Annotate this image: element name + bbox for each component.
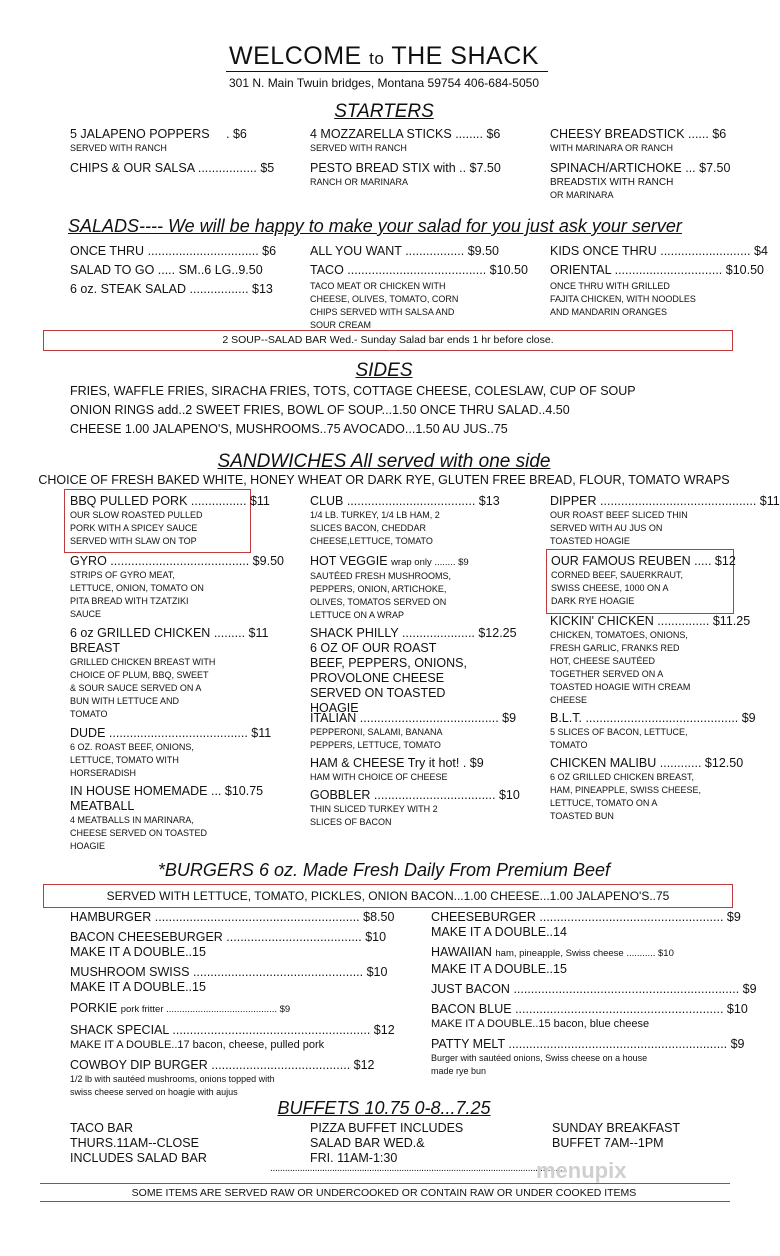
burger-bacon-blue: BACON BLUE ............................................................ $10 bbox=[431, 1002, 748, 1016]
sandwich-ham-cheese: HAM & CHEESE Try it hot! . $9 HAM WITH CHOICE OF CHEESE bbox=[310, 756, 484, 782]
sandwich-dipper: DIPPER ............................................. $11 OUR ROAST BEEF SLICED THIN SERVED WITH AU JUS ON TOASTED HOAGIE bbox=[550, 494, 780, 546]
burgers-right-column: CHEESEBURGER ..................................................... $9 MAKE IT A DOUBLE..14 HAWAIIAN ham, pineapple, Swiss cheese ........... $10 MAKE IT A DOUBLE..15 JUST BACON ................................................................. $9 BACON BLUE ............................................................ $10 MAKE IT A DOUBLE..15 bacon, blue cheese PATTY MELT ............................................................... $9 Burger with sautéed onions, Swiss cheese on a house made rye bun bbox=[431, 910, 757, 1076]
sandwich-blt: B.L.T. ............................................ $9 5 SLICES OF BACON, LETTUCE, TOMATO bbox=[550, 711, 756, 750]
burgers-heading: *BURGERS 6 oz. Made Fresh Daily From Premium Beef bbox=[157, 860, 611, 880]
salad-middle-column: ALL YOU WANT ................. $9.50 TACO ........................................ $10.50 TACO MEAT OR CHICKEN WITH CHEESE, OLIVES, TOMATO, CORN CHIPS SERVED WITH SALSA AND SOUR CREAM bbox=[310, 242, 530, 332]
burger-hawaiian: HAWAIIAN ham, pineapple, Swiss cheese ........... $10 bbox=[431, 945, 674, 959]
bread-choice: CHOICE OF FRESH BAKED WHITE, HONEY WHEAT OR DARK RYE, GLUTEN FREE BREAD, FLOUR, TOMATO WRAPS bbox=[38, 473, 730, 487]
starter-cheesy-breadstick: CHEESY BREADSTICK ...... $6 WITH MARINARA OR RANCH bbox=[550, 127, 727, 153]
buffet-taco-bar: TACO BAR THURS.11AM--CLOSE INCLUDES SALAD BAR bbox=[70, 1121, 207, 1165]
soup-salad-bar-box: 2 SOUP--SALAD BAR Wed.- Sunday Salad bar ends 1 hr before close. bbox=[43, 330, 733, 351]
burger-just-bacon: JUST BACON ................................................................. $9 bbox=[431, 982, 757, 996]
burger-porkie: PORKIE pork fritter .......................................... $9 bbox=[70, 1001, 291, 1015]
burger-shack-special: SHACK SPECIAL ......................................................... $12 bbox=[70, 1023, 395, 1037]
starter-poppers: 5 JALAPENO POPPERS . $6 SERVED WITH RANCH bbox=[70, 127, 247, 153]
burger-cowboy-dip: COWBOY DIP BURGER ........................................ $12 bbox=[70, 1058, 375, 1072]
sandwiches-heading: SANDWICHES All served with one side bbox=[217, 451, 551, 472]
footer-rule-bottom bbox=[40, 1201, 730, 1202]
address: 301 N. Main Twuin bridges, Montana 59754 406-684-5050 bbox=[229, 76, 539, 90]
sandwich-dude: DUDE ........................................ $11 6 OZ. ROAST BEEF, ONIONS, LETTUCE, TOMATO WITH HORSERADISH bbox=[70, 726, 272, 778]
starter-chips-salsa: CHIPS & OUR SALSA ................. $5 bbox=[70, 161, 275, 175]
title-underline bbox=[226, 71, 548, 72]
footer-warning: SOME ITEMS ARE SERVED RAW OR UNDERCOOKED OR CONTAIN RAW OR UNDER COOKED ITEMS bbox=[131, 1187, 637, 1199]
buffet-sunday-breakfast: SUNDAY BREAKFAST BUFFET 7AM--1PM bbox=[552, 1121, 681, 1150]
salad-kids-once-thru: KIDS ONCE THRU .......................... $4 bbox=[550, 244, 768, 258]
salad-once-thru: ONCE THRU ................................ $6 bbox=[70, 244, 277, 258]
sandwich-gyro: GYRO ........................................ $9.50 STRIPS OF GYRO MEAT, LETTUCE, ONION, TOMATO ON PITA BREAD WITH TZATZIKI SAUCE bbox=[70, 554, 284, 619]
sandwich-shack-philly: SHACK PHILLY ..................... $12.25 6 OZ OF OUR ROAST BEEF, PEPPERS, ONIONS, PROVOLONE CHEESE SERVED ON TOASTED HOAGIE bbox=[310, 626, 517, 715]
salads-heading: SALADS---- We will be happy to make your salad for you just ask your server bbox=[68, 216, 682, 236]
starter-spinach-artichoke: SPINACH/ARTICHOKE ... $7.50 BREADSTIX WITH RANCH OR MARINARA bbox=[550, 161, 731, 200]
burger-mushroom-swiss: MUSHROOM SWISS ................................................. $10 bbox=[70, 965, 388, 979]
salad-taco: TACO ........................................ $10.50 bbox=[310, 263, 528, 277]
salad-right-column: KIDS ONCE THRU .......................... $4 ORIENTAL ............................... $10.50 ONCE THRU WITH GRILLED FAJITA CHICKEN, WITH NOODLES AND MANDARIN ORANGES bbox=[550, 244, 768, 317]
sandwich-meatball: IN HOUSE HOMEMADE ... $10.75 MEATBALL 4 MEATBALLS IN MARINARA, CHEESE SERVED ON TOASTED HOAGIE bbox=[70, 784, 264, 851]
burger-cheeseburger: CHEESEBURGER ..................................................... $9 bbox=[431, 910, 741, 924]
starter-mozzarella: 4 MOZZARELLA STICKS ........ $6 SERVED WITH RANCH bbox=[310, 127, 501, 153]
starter-pesto-bread: PESTO BREAD STIX with .. $7.50 RANCH OR MARINARA bbox=[310, 161, 501, 187]
sandwich-club: CLUB ..................................... $13 1/4 LB. TURKEY, 1/4 LB HAM, 2 SLICES BACON, CHEDDAR CHEESE,LETTUCE, TOMATO bbox=[310, 494, 500, 546]
sides-heading: SIDES bbox=[355, 360, 413, 381]
watermark-logo: menupix bbox=[536, 1158, 627, 1183]
page-title: WELCOME to THE SHACK bbox=[229, 42, 539, 70]
salad-to-go: SALAD TO GO ..... SM..6 LG..9.50 bbox=[70, 263, 263, 277]
footer-dotted-line: ...................................................................................................................... bbox=[270, 1163, 563, 1174]
sandwich-gobbler: GOBBLER ................................... $10 THIN SLICED TURKEY WITH 2 SLICES OF BACON bbox=[310, 788, 520, 827]
burger-bacon-cheeseburger: BACON CHEESEBURGER ....................................... $10 bbox=[70, 930, 387, 944]
sides-list: FRIES, WAFFLE FRIES, SIRACHA FRIES, TOTS, COTTAGE CHEESE, COLESLAW, CUP OF SOUP ONION RINGS add..2 SWEET FRIES, BOWL OF SOUP...1.50 ONCE THRU SALAD..4.50 CHEESE 1.00 JALAPENO'S, MUSHROOMS..75 AVOCADO...1.50 AU JUS..75 bbox=[70, 384, 636, 436]
sandwich-reuben: OUR FAMOUS REUBEN ..... $12 CORNED BEEF, SAUERKRAUT, SWISS CHEESE, 1000 ON A DARK RYE HOAGIE bbox=[551, 554, 736, 606]
sandwich-bbq-pulled-pork: BBQ PULLED PORK ................ $11 OUR SLOW ROASTED PULLED PORK WITH A SPICEY SAUCE SERVED WITH SLAW ON TOP bbox=[70, 494, 270, 546]
salad-all-you-want: ALL YOU WANT ................. $9.50 bbox=[310, 244, 499, 258]
salad-left-column bbox=[70, 242, 290, 299]
burgers-left-column: HAMBURGER ........................................................... $8.50 BACON CHEESEBURGER ....................................... $10 MAKE IT A DOUBLE..15 MUSHROOM SWISS ................................................. $10 MAKE IT A DOUBLE..15 PORKIE pork fritter .......................................... $9 SHACK SPECIAL ......................................................... $12 MAKE IT A DOUBLE..17 bacon, cheese, pulled pork COWBOY DIP BURGER ........................................ $12 1/2 lb with sautéed mushrooms, onions topped with swiss cheese served on hoagie with aujus bbox=[70, 910, 395, 1097]
sandwich-italian: ITALIAN ........................................ $9 PEPPERONI, SALAMI, BANANA PEPPERS, LETTUCE, TOMATO bbox=[310, 711, 517, 750]
sandwich-hot-veggie: HOT VEGGIE wrap only ........ $9 SAUTÉED FRESH MUSHROOMS, PEPPERS, ONION, ARTICHOKE, OLIVES, TOMATOS SERVED ON LETTUCE ON A WRAP bbox=[310, 554, 469, 620]
sandwich-grilled-chicken: 6 oz GRILLED CHICKEN ......... $11 BREAST GRILLED CHICKEN BREAST WITH CHOICE OF PLUM, BBQ, SWEET & SOUR SAUCE SERVED ON A BUN WITH LETTUCE AND TOMATO bbox=[70, 626, 269, 719]
burger-hamburger: HAMBURGER ........................................................... $8.50 bbox=[70, 910, 395, 924]
sandwich-chicken-malibu: CHICKEN MALIBU ............ $12.50 6 OZ GRILLED CHICKEN BREAST, HAM, PINEAPPLE, SWISS CHEESE, LETTUCE, TOMATO ON A TOASTED BUN bbox=[550, 756, 744, 821]
buffets-heading: BUFFETS 10.75 0-8...7.25 bbox=[277, 1098, 491, 1118]
burger-toppings-box: SERVED WITH LETTUCE, TOMATO, PICKLES, ONION BACON...1.00 CHEESE...1.00 JALAPENO'S..75 bbox=[43, 884, 733, 908]
burger-patty-melt: PATTY MELT ............................................................... $9 bbox=[431, 1037, 745, 1051]
footer-rule-top bbox=[40, 1183, 730, 1184]
starters-heading: STARTERS bbox=[334, 101, 434, 122]
salad-steak: 6 oz. STEAK SALAD ................. $13 bbox=[70, 282, 273, 296]
buffet-pizza: PIZZA BUFFET INCLUDES SALAD BAR WED.& FRI. 11AM-1:30 bbox=[310, 1121, 464, 1165]
sandwich-kickin-chicken: KICKIN' CHICKEN ............... $11.25 CHICKEN, TOMATOES, ONIONS, FRESH GARLIC, FRANKS RED HOT, CHEESE SAUTÉED TOGETHER SERVED ON A TOASTED HOAGIE WITH CREAM CHEESE bbox=[550, 614, 751, 705]
salad-oriental: ORIENTAL ............................... $10.50 bbox=[550, 263, 764, 277]
